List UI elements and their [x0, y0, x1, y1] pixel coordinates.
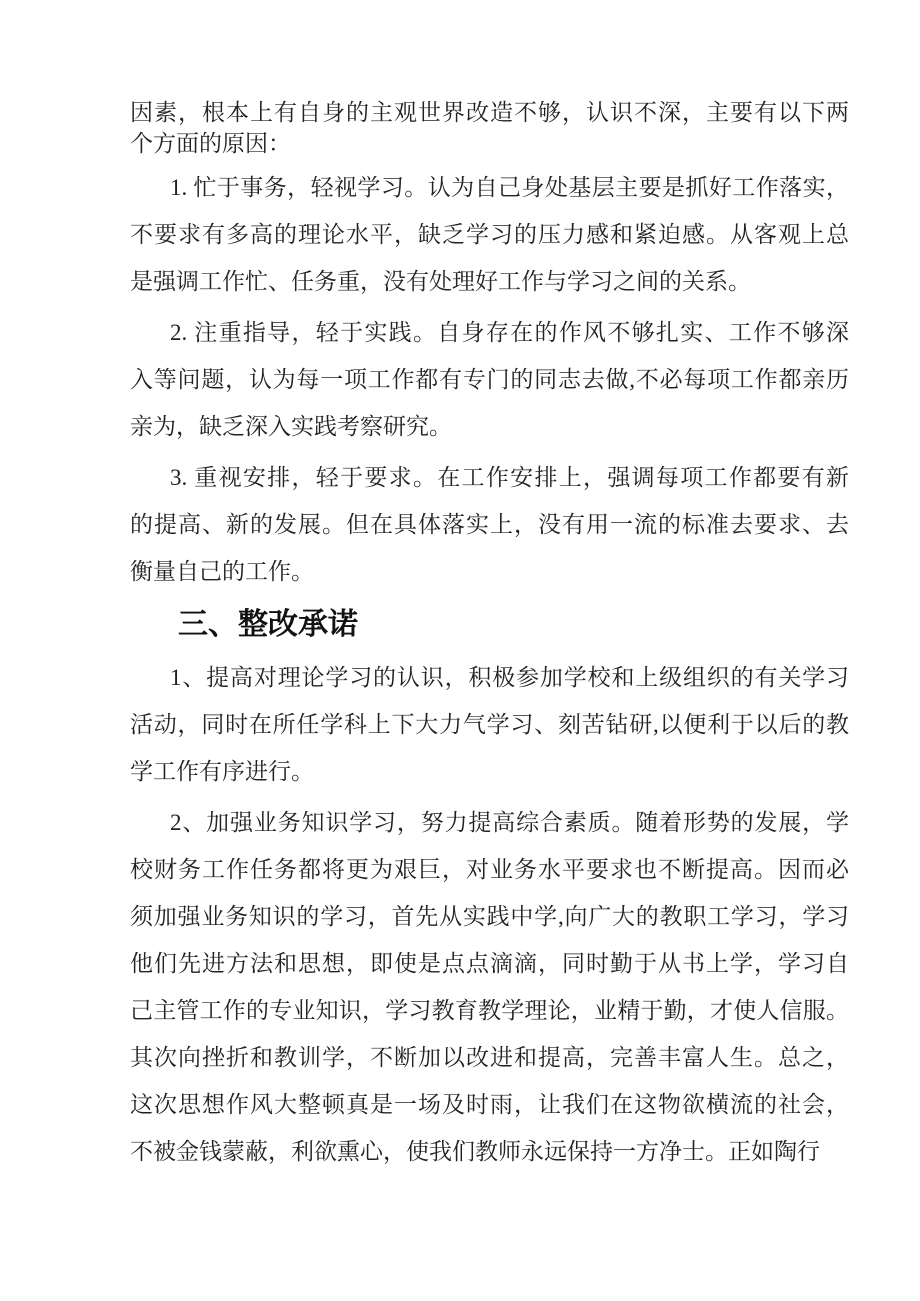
text-line: 1、提高对理论学习的认识，积极参加学校和上级组织的有关学习	[170, 665, 849, 690]
section-heading-text: 三、整改承诺	[178, 608, 358, 641]
text-line: 亲为，缺乏深入实践考察研究。	[130, 414, 452, 439]
text-line: 这次思想作风大整顿真是一场及时雨，让我们在这物欲横流的社会，	[130, 1092, 849, 1117]
paragraph-continuation	[130, 97, 849, 159]
text-line: 衡量自己的工作。	[130, 559, 314, 584]
paragraph	[130, 454, 849, 595]
text-line: 不要求有多高的理论水平，缺乏学习的压力感和紧迫感。从客观上总	[130, 222, 849, 247]
document-body	[130, 97, 849, 1179]
text-line: 入等问题，认为每一项工作都有专门的同志去做,不必每项工作都亲历	[130, 367, 849, 392]
text-line: 活动，同时在所任学科上下大力气学习、刻苦钻研,以便利于以后的教	[130, 712, 849, 737]
text-line: 校财务工作任务都将更为艰巨，对业务水平要求也不断提高。因而必	[130, 857, 849, 882]
text-line: 的提高、新的发展。但在具体落实上，没有用一流的标准去要求、去	[130, 512, 849, 537]
text-line: 其次向挫折和教训学，不断加以改进和提高，完善丰富人生。总之，	[130, 1045, 849, 1070]
text-line: 2、加强业务知识学习，努力提高综合素质。随着形势的发展，学	[170, 810, 849, 835]
paragraph	[130, 309, 849, 450]
text-line: 他们先进方法和思想，即使是点点滴滴，同时勤于从书上学，学习自	[130, 951, 849, 976]
text-line: 2. 注重指导，轻于实践。自身存在的作风不够扎实、工作不够深	[170, 320, 849, 345]
text-line: 个方面的原因：	[130, 131, 291, 156]
text-line: 不被金钱蒙蔽，利欲熏心，使我们教师永远保持一方净士。正如陶行	[130, 1139, 820, 1164]
paragraph	[130, 799, 849, 1175]
section-heading	[130, 601, 849, 648]
paragraph	[130, 164, 849, 305]
text-line: 是强调工作忙、任务重，没有处理好工作与学习之间的关系。	[130, 269, 751, 294]
text-line: 己主管工作的专业知识，学习教育教学理论，业精于勤，才使人信服。	[130, 998, 849, 1023]
text-line: 3. 重视安排，轻于要求。在工作安排上，强调每项工作都要有新	[170, 465, 849, 490]
text-line: 因素，根本上有自身的主观世界改造不够，认识不深，主要有以下两	[130, 100, 849, 125]
text-line: 须加强业务知识的学习，首先从实践中学,向广大的教职工学习，学习	[130, 904, 849, 929]
text-line: 学工作有序进行。	[130, 759, 314, 784]
paragraph	[130, 654, 849, 795]
text-line: 1. 忙于事务，轻视学习。认为自己身处基层主要是抓好工作落实，	[170, 175, 849, 200]
